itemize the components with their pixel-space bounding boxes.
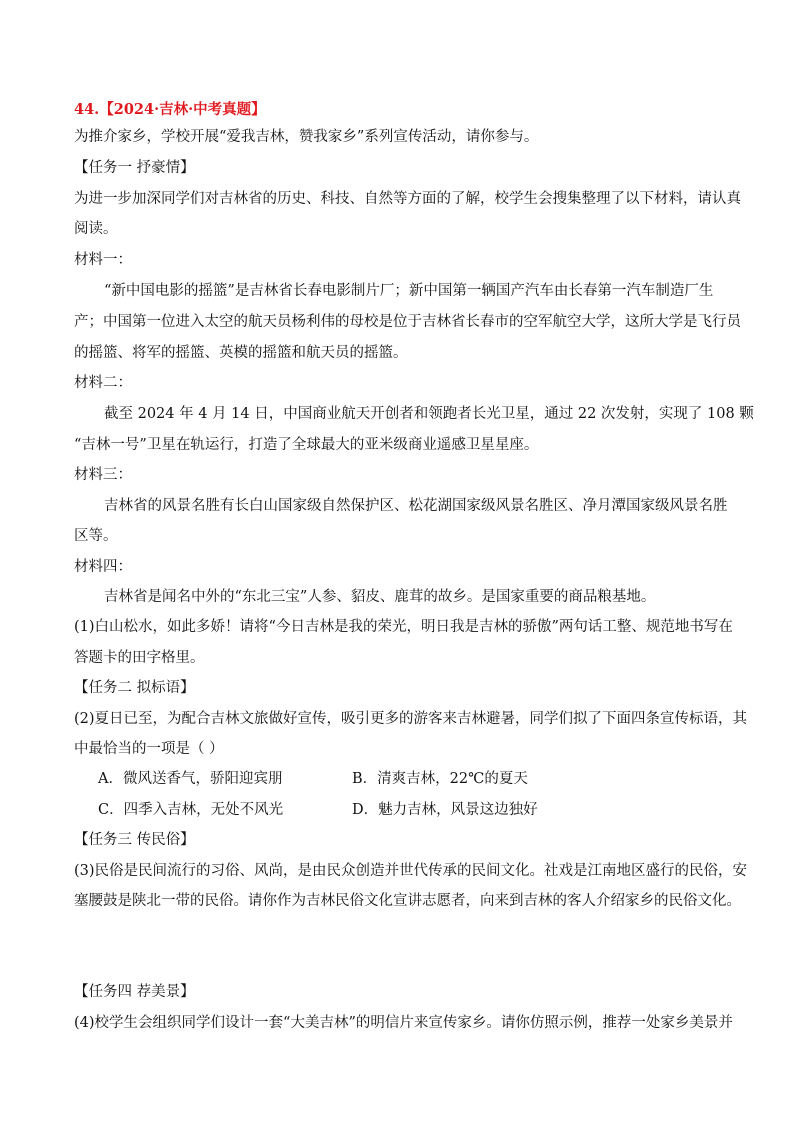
- task1-desc-line1: 为进一步加深同学们对吉林省的历史、科技、自然等方面的了解，校学生会搜集整理了以下材料，请认真: [74, 191, 741, 207]
- material1-line3: 的摇篮、将军的摇篮、英模的摇篮和航天员的摇篮。: [74, 345, 408, 361]
- material3-line2: 区等。: [74, 528, 118, 544]
- question3-line2: 塞腰鼓是陕北一带的民俗。请你作为吉林民俗文化宣讲志愿者，向来到吉林的客人介绍家乡的民俗文化。: [74, 893, 741, 909]
- task4-heading: 【任务四 荐美景】: [74, 984, 195, 1000]
- option-d: D．魅力吉林，风景这边独好: [352, 802, 538, 818]
- material1-label: 材料一：: [74, 252, 132, 268]
- material2-label: 材料二：: [74, 375, 132, 391]
- question-source-tag: 【2024·吉林·中考真题】: [99, 101, 266, 118]
- option-a: A．微风送香气，骄阳迎宾朋: [98, 771, 283, 787]
- question1-line1: (1)白山松水，如此多娇！请将“今日吉林是我的荣光，明日我是吉林的骄傲”两句话工整、规范地书写在: [74, 619, 733, 635]
- question2-line2: 中最恰当的一项是（ ）: [74, 741, 224, 757]
- question1-line2: 答题卡的田字格里。: [74, 650, 205, 666]
- question2-line1: (2)夏日已至，为配合吉林文旅做好宣传，吸引更多的游客来吉林避暑，同学们拟了下面四条宣传标语，其: [74, 711, 748, 727]
- option-c: C．四季入吉林，无处不风光: [98, 802, 284, 818]
- material1-line2: 产；中国第一位进入太空的航天员杨利伟的母校是位于吉林省长春市的空军航空大学，这所大学是飞行员: [74, 314, 741, 330]
- question3-line1: (3)民俗是民间流行的习俗、风尚，是由民众创造并世代传承的民间文化。社戏是江南地区盛行的民俗，安: [74, 863, 748, 879]
- material2-line1: 截至 2024 年 4 月 14 日，中国商业航天开创者和领跑者长光卫星，通过 22 次发射，实现了 108 颗: [104, 406, 754, 422]
- question-intro: 为推介家乡，学校开展“爱我吉林，赞我家乡”系列宣传活动，请你参与。: [74, 129, 539, 145]
- option-b: B．清爽吉林，22℃的夏天: [352, 771, 528, 787]
- material4-line1: 吉林省是闻名中外的“东北三宝”人参、貂皮、鹿茸的故乡。是国家重要的商品粮基地。: [104, 589, 656, 605]
- task1-heading: 【任务一 抒豪情】: [74, 160, 195, 176]
- task1-desc-line2: 阅读。: [74, 221, 118, 237]
- question-header: [74, 100, 266, 120]
- question-number: 44.: [74, 101, 100, 118]
- question4-line1: (4)校学生会组织同学们设计一套“大美吉林”的明信片来宣传家乡。请你仿照示例，推荐一处家乡美景并: [74, 1015, 733, 1031]
- task2-heading: 【任务二 拟标语】: [74, 680, 195, 696]
- material3-label: 材料三：: [74, 467, 132, 483]
- material4-label: 材料四：: [74, 559, 132, 575]
- material1-line1: “新中国电影的摇篮”是吉林省长春电影制片厂；新中国第一辆国产汽车由长春第一汽车制造厂生: [104, 283, 714, 299]
- material3-line1: 吉林省的风景名胜有长白山国家级自然保护区、松花湖国家级风景名胜区、净月潭国家级风景名胜: [104, 498, 728, 514]
- task3-heading: 【任务三 传民俗】: [74, 832, 195, 848]
- material2-line2: “吉林一号”卫星在轨运行，打造了全球最大的亚米级商业遥感卫星星座。: [74, 437, 539, 453]
